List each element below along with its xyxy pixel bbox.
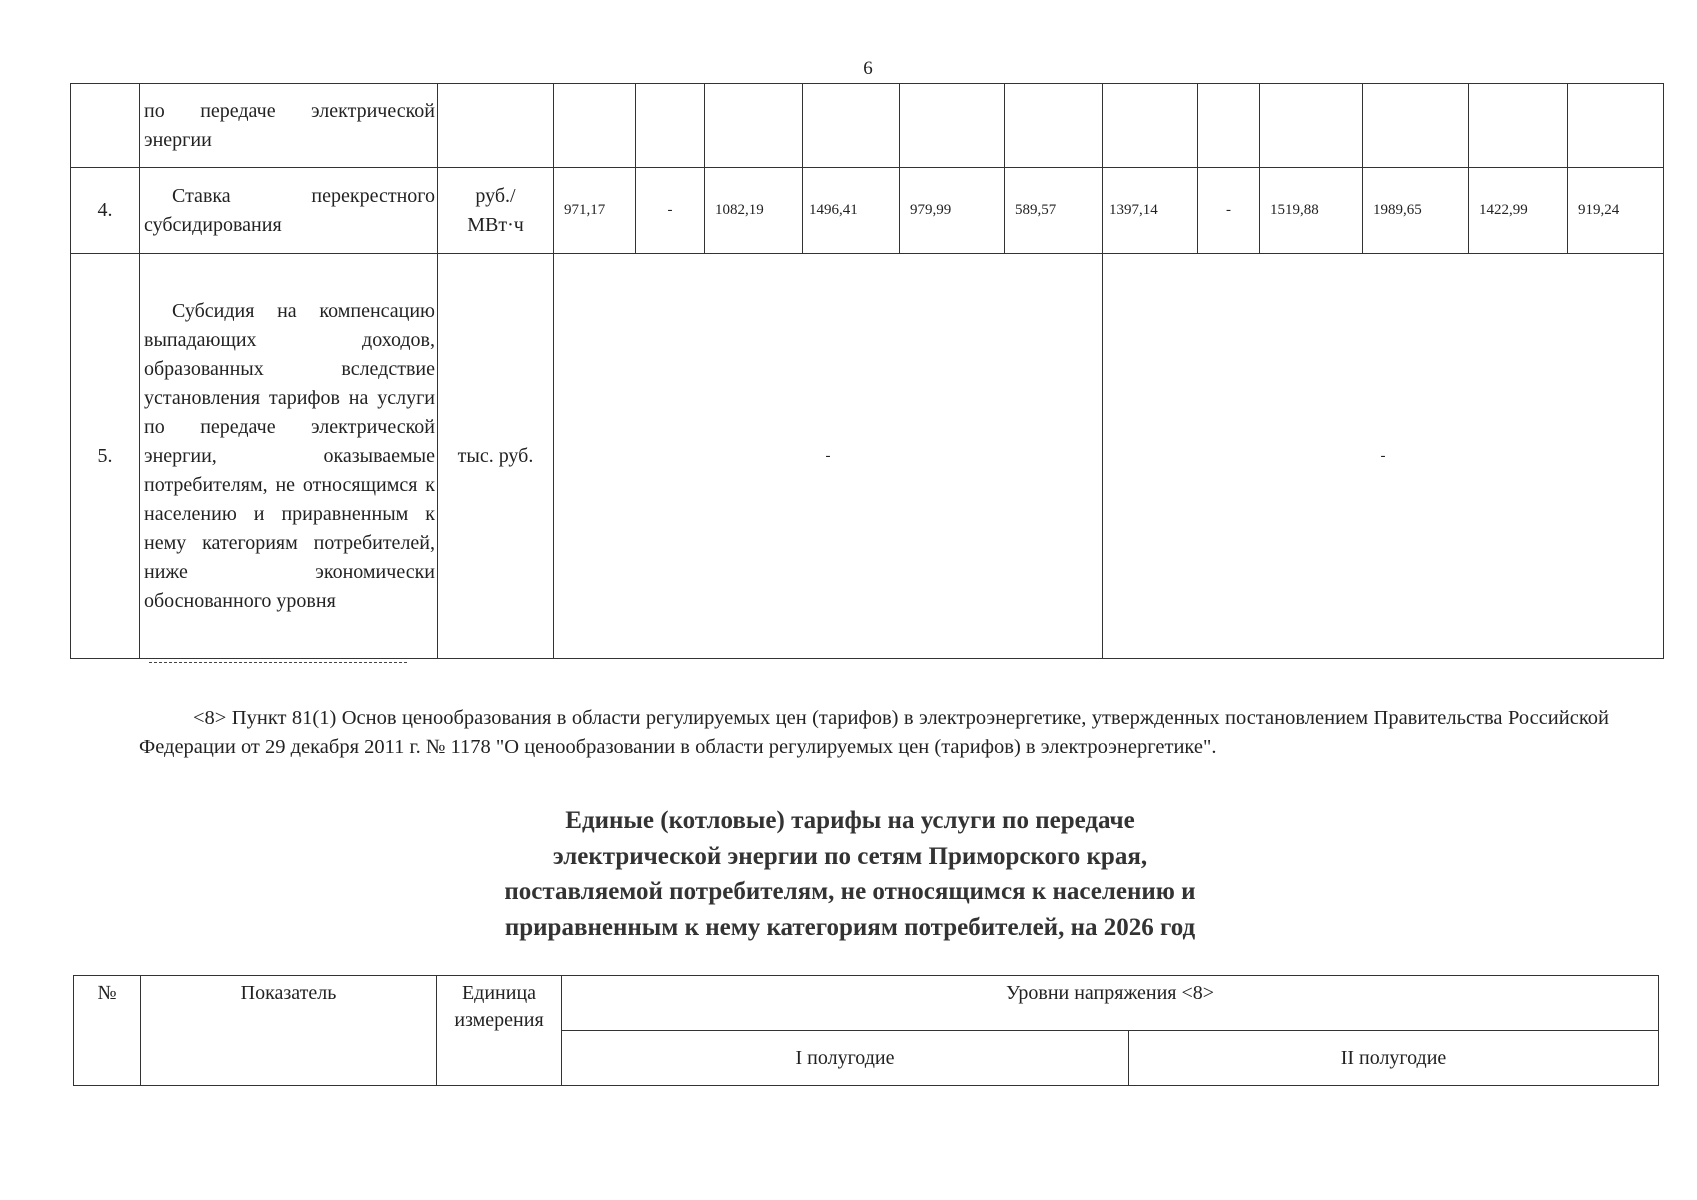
value-cell: 1397,14 <box>1103 168 1198 254</box>
row-number: 5. <box>71 254 140 659</box>
section-heading <box>350 803 1350 945</box>
value-cell <box>1103 84 1198 168</box>
table-row-4 <box>71 168 1664 254</box>
value-cell <box>1469 84 1568 168</box>
value-cell: 1496,41 <box>803 168 900 254</box>
indicator-name-cell: Субсидия на компенсацию выпадающих доходов, образованных вследствие установления тарифов на услуги по передаче электрической энергии, оказываемые потребителям, не относящимся к населению и приравненным к нему категориям потребителей, ниже экономически обоснованного уровня <box>140 254 438 659</box>
header-unit-line: Единица <box>461 982 537 1004</box>
header-unit-line: измерения <box>454 1009 544 1031</box>
value-cell: 1989,65 <box>1363 168 1469 254</box>
row-number: 4. <box>71 168 140 254</box>
num-cell <box>71 84 140 168</box>
value-cell: 1519,88 <box>1260 168 1363 254</box>
header-half-1: I полугодие <box>562 1031 1129 1086</box>
value-cell <box>1568 84 1664 168</box>
footnote-separator <box>149 662 407 663</box>
indicator-name-cell: Ставка перекрестного субсидирования <box>140 168 438 254</box>
value-cell: 589,57 <box>1005 168 1103 254</box>
heading-line: поставляемой потребителям, не относящимся к населению и <box>504 878 1196 905</box>
heading-line: приравненным к нему категориям потребителей, на 2026 год <box>504 913 1196 941</box>
value-cell <box>803 84 900 168</box>
value-cell: 1082,19 <box>705 168 803 254</box>
header-num: № <box>74 976 141 1086</box>
value-cell: - <box>636 168 705 254</box>
value-cell: 971,17 <box>554 168 636 254</box>
unit-line: МВт·ч <box>467 213 524 236</box>
value-cell <box>900 84 1005 168</box>
value-cell <box>554 84 636 168</box>
value-cell <box>1260 84 1363 168</box>
value-cell <box>1198 84 1260 168</box>
unit-cell <box>438 84 554 168</box>
value-cell: 919,24 <box>1568 168 1664 254</box>
indicator-name-cell: по передаче электрической энергии <box>140 84 438 168</box>
unit-cell <box>438 168 554 254</box>
header-half-2: II полугодие <box>1129 1031 1659 1086</box>
unit-line: руб./ <box>475 184 516 207</box>
value-cell: 979,99 <box>900 168 1005 254</box>
heading-line: электрической энергии по сетям Приморского края, <box>552 842 1148 870</box>
tariff-table-continued <box>70 83 1664 659</box>
value-cell <box>636 84 705 168</box>
value-cell: 1422,99 <box>1469 168 1568 254</box>
value-cell: - <box>1198 168 1260 254</box>
header-indicator: Показатель <box>141 976 437 1086</box>
value-cell <box>705 84 803 168</box>
unit-cell: тыс. руб. <box>438 254 554 659</box>
header-voltage-levels: Уровни напряжения <8> <box>562 976 1659 1031</box>
tariff-table-header <box>73 975 1659 1086</box>
table-row-continued <box>71 84 1664 168</box>
value-cell <box>1005 84 1103 168</box>
value-merged-first-half: - <box>554 254 1103 659</box>
value-merged-second-half: - <box>1103 254 1664 659</box>
page-number: 6 <box>863 58 873 79</box>
heading-line: Единые (котловые) тарифы на услуги по передаче <box>565 807 1135 834</box>
table-row-5 <box>71 254 1664 659</box>
footnote: <8> Пункт 81(1) Основ ценообразования в области регулируемых цен (тарифов) в электроэнергетике, утвержденных постановлением Правительства Российской Федерации от 29 декабря 2011 г. № 1178 "О ценообразовании в области регулируемых цен (тарифов) в электроэнергетике". <box>139 707 1609 758</box>
value-cell <box>1363 84 1469 168</box>
header-unit <box>437 976 562 1086</box>
